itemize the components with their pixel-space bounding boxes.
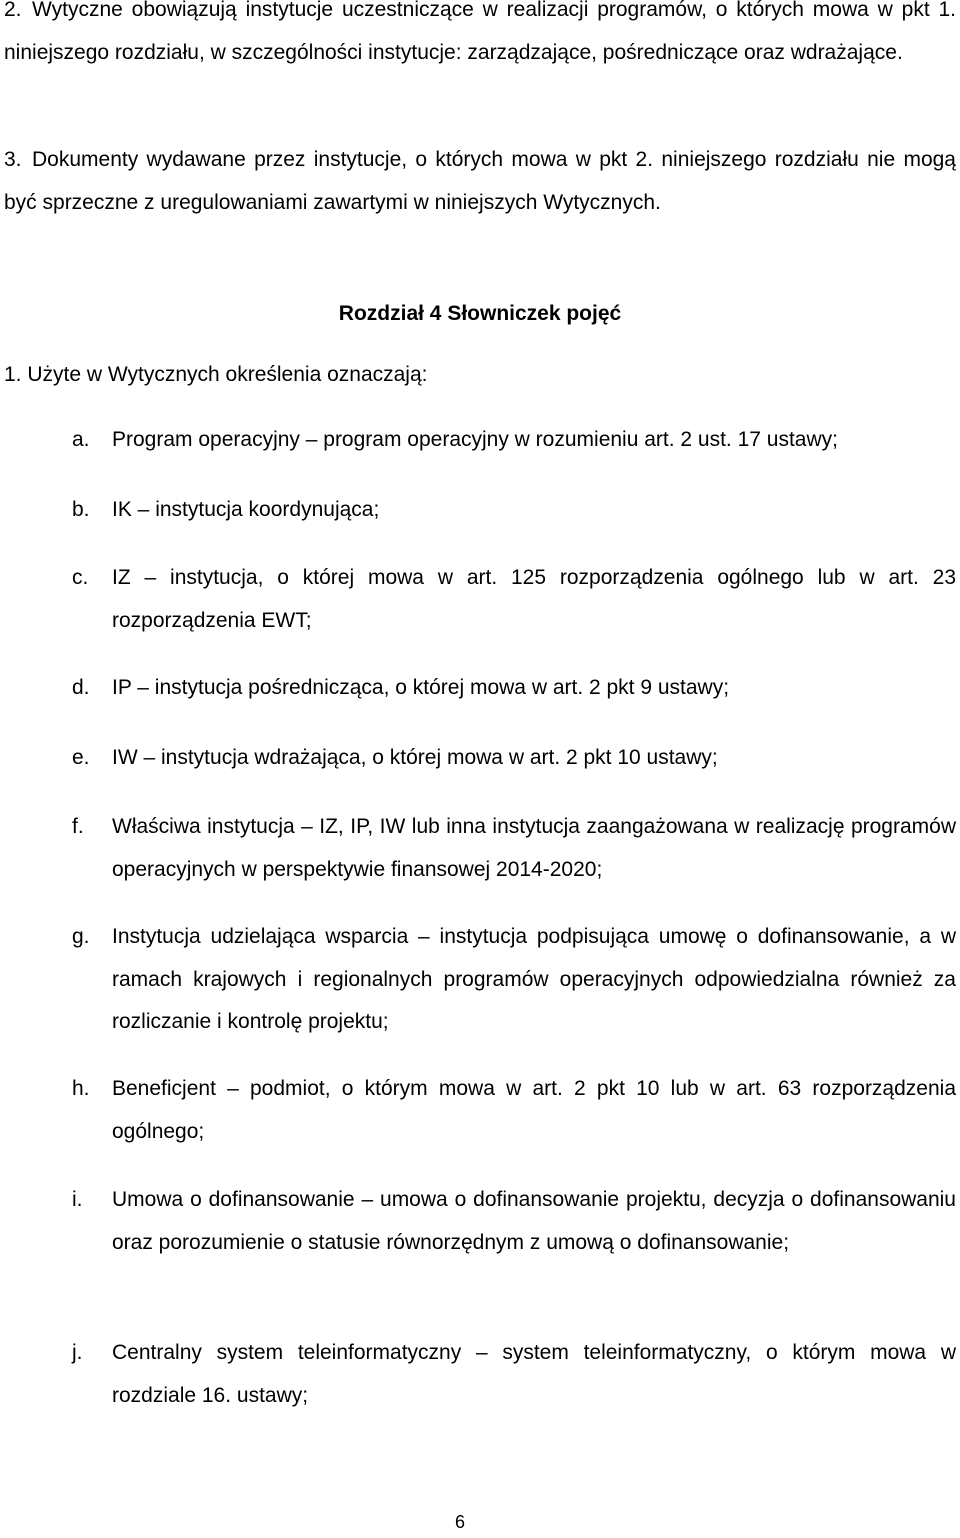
definition-text: Właściwa instytucja – IZ, IP, IW lub inna instytucja zaangażowana w realizację programów operacyjnych w perspektywie finansowej 2014-2020; <box>112 815 956 881</box>
definition-text: Beneficjent – podmiot, o którym mowa w art. 2 pkt 10 lub w art. 63 rozporządzenia ogólnego; <box>112 1077 956 1143</box>
definition-item-i <box>72 1179 956 1264</box>
definition-text: IW – instytucja wdrażająca, o której mowa w art. 2 pkt 10 ustawy; <box>112 746 718 769</box>
paragraph-2 <box>4 0 956 74</box>
definition-letter: h. <box>72 1077 90 1100</box>
definition-item-c <box>72 557 956 642</box>
paragraph-text: Dokumenty wydawane przez instytucje, o których mowa w pkt 2. niniejszego rozdziału nie mogą być sprzeczne z uregulowaniami zawartymi w niniejszych Wytycznych. <box>4 148 956 214</box>
paragraph-number: 3. <box>4 148 22 171</box>
definition-item-g <box>72 916 956 1044</box>
definition-letter: c. <box>72 566 89 589</box>
definition-text: Centralny system teleinformatyczny – system teleinformatyczny, o którym mowa w rozdziale 16. ustawy; <box>112 1341 956 1407</box>
definition-text: IZ – instytucja, o której mowa w art. 125 rozporządzenia ogólnego lub w art. 23 rozporządzenia EWT; <box>112 566 956 632</box>
definition-text: Umowa o dofinansowanie – umowa o dofinansowanie projektu, decyzja o dofinansowaniu oraz porozumienie o statusie równorzędnym z umową o dofinansowanie; <box>112 1188 956 1254</box>
chapter-heading: Rozdział 4 Słowniczek pojęć <box>338 302 622 325</box>
definition-letter: i. <box>72 1188 83 1211</box>
paragraph-number: 2. <box>4 0 22 21</box>
definition-text: IP – instytucja pośrednicząca, o której mowa w art. 2 pkt 9 ustawy; <box>112 676 730 699</box>
definition-item-f <box>72 806 956 891</box>
definition-item-a <box>72 419 956 462</box>
page-number: 6 <box>454 1512 465 1532</box>
definition-letter: g. <box>72 925 90 948</box>
paragraph-text: Wytyczne obowiązują instytucje uczestniczące w realizacji programów, o których mowa w pkt 1. niniejszego rozdziału, w szczególności instytucje: zarządzające, pośredniczące oraz wdrażające. <box>4 0 956 64</box>
definition-text: Program operacyjny – program operacyjny w rozumieniu art. 2 ust. 17 ustawy; <box>112 428 838 451</box>
definition-letter: a. <box>72 428 90 451</box>
definition-letter: b. <box>72 498 90 521</box>
definition-letter: j. <box>72 1341 83 1364</box>
definition-text: Instytucja udzielająca wsparcia – instytucja podpisująca umowę o dofinansowanie, a w ramach krajowych i regionalnych programów operacyjnych odpowiedzialna również za rozliczanie i kontrolę projektu; <box>112 925 956 1033</box>
definition-item-e <box>72 737 956 780</box>
definition-text: IK – instytucja koordynująca; <box>112 498 380 521</box>
definition-item-d <box>72 667 956 710</box>
definitions-intro: 1. Użyte w Wytycznych określenia oznaczają: <box>4 363 428 386</box>
paragraph-3 <box>4 139 956 224</box>
definition-item-h <box>72 1068 956 1153</box>
definition-letter: f. <box>72 815 84 838</box>
definition-item-j <box>72 1332 956 1417</box>
definition-letter: e. <box>72 746 90 769</box>
definition-letter: d. <box>72 676 90 699</box>
definition-item-b <box>72 489 956 532</box>
